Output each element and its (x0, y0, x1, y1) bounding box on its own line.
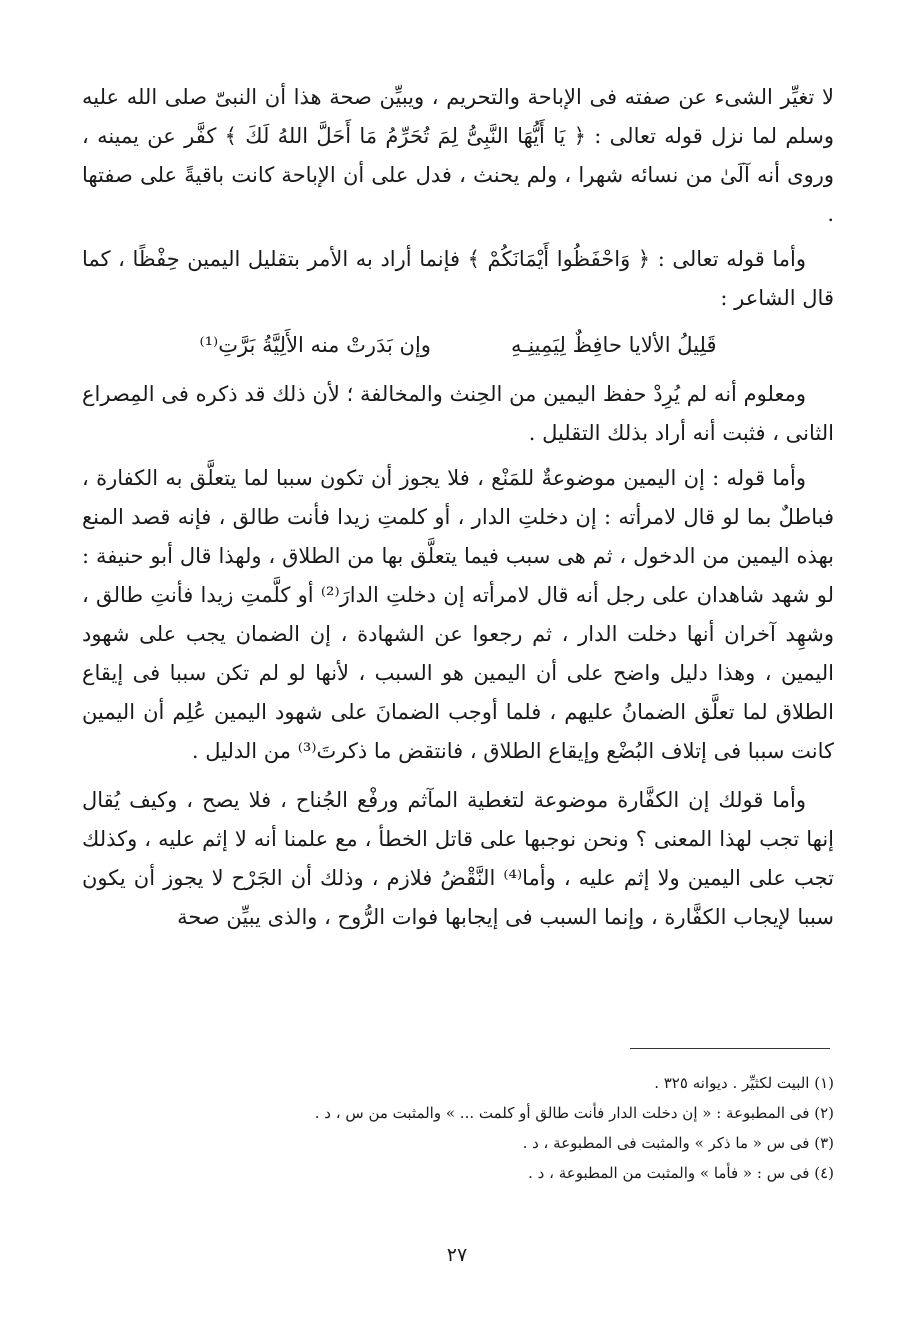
main-text (82, 78, 834, 937)
footnotes (82, 1068, 834, 1188)
paragraph-4: وأما قوله : إن اليمين موضوعةٌ للمَنْع ، فلا يجوز أن تكون سببا لما يتعلَّق به الكفارة ، فباطلٌ بما لو قال لامرأته : إن دخلتِ الدار ، أو كلمتِ زيدا فأنت طالق ، فإنه قصد المنع بهذه اليمين من الدخول ، ثم هى سبب فيما يتعلَّق بها من الطلاق ، ولهذا قال أبو حنيفة : لو شهد شاهدان على رجل أنه قال لامرأته إن دخلتِ الدارَ⁽²⁾ أو كلَّمتِ زيدا فأنتِ طالق ، وشهِد آخران أنها دخلت الدار ، ثم رجعوا عن الشهادة ، إن الضمان يجب على شهود اليمين ، وهذا دليل واضح على أن اليمين هو السبب ، لأنها لو لم تكن سببا فى إيقاع الطلاق لما تعلَّق الضمانُ عليهم ، فلما أوجب الضمانَ على شهود اليمين عُلِم أن اليمين كانت سببا فى إتلاف البُضْع وإيقاع الطلاق ، فانتقض ما ذكرتَ⁽³⁾ من الدليل . (82, 466, 835, 763)
footnote-2: (٢) فى المطبوعة : « إن دخلت الدار فأنت طالق أو كلمت ... » والمثبت من س ، د . (314, 1104, 834, 1122)
paragraph-5: وأما قولك إن الكفَّارة موضوعة لتغطية المآثم ورفْع الجُناح ، فلا يصح ، وكيف يُقال إنها تجب لهذا المعنى ؟ ونحن نوجبها على قاتل الخطأ ، مع علمنا أنه لا إثم عليه ، وكذلك تجب على اليمين ولا إثم عليه ، وأما⁽⁴⁾ النَّقْضُ فلازم ، وذلك أن الجَرْح لا يجوز أن يكون سببا لإيجاب الكفَّارة ، وإنما السبب فى إيجابها فوات الرُّوح ، والذى يبيِّن صحة (82, 788, 834, 929)
footnote-4: (٤) فى س : « فأما » والمثبت من المطبوعة ، د . (528, 1164, 834, 1182)
verse-hemistich-1: قَلِيلُ الألايا حافِظٌ لِيَمِينِـهِ (510, 333, 717, 357)
paragraph-1: لا تغيِّر الشىء عن صفته فى الإباحة والتحريم ، ويبيِّن صحة هذا أن النبىّ صلى الله عليه وسلم لما نزل قوله تعالى : ﴿ يَا أَيُّهَا النَّبِىُّ لِمَ تُحَرِّمُ مَا أَحَلَّ اللهُ لَكَ ﴾ كفَّر عن يمينه ، وروى أنه آلَىٰ من نسائه شهرا ، ولم يحنث ، فدل على أن الإباحة كانت باقيةً على صفتها . (82, 85, 834, 226)
footnote-1: (١) البيت لكثيِّر . ديوانه ٣٢٥ . (654, 1074, 834, 1092)
footnote-3: (٣) فى س « ما ذكر » والمثبت فى المطبوعة ، د . (522, 1134, 834, 1152)
footnote-divider (630, 1048, 830, 1049)
poetry-verse (82, 326, 834, 365)
paragraph-2: وأما قوله تعالى : ﴿ وَاحْفَظُوا أَيْمَانَكُمْ ﴾ فإنما أراد به الأمر بتقليل اليمين حِفْظًا ، كما قال الشاعر : (82, 247, 834, 310)
verse-hemistich-2: وإن بَدَرتْ منه الأَلِيَّةُ بَرَّتِ⁽¹⁾ (199, 333, 431, 357)
page-number: ٢٧ (446, 1244, 468, 1266)
paragraph-3: ومعلوم أنه لم يُرِدْ حفظ اليمين من الحِنث والمخالفة ؛ لأن ذلك قد ذكره فى المِصراع الثانى ، فثبت أنه أراد بذلك التقليل . (82, 382, 834, 445)
